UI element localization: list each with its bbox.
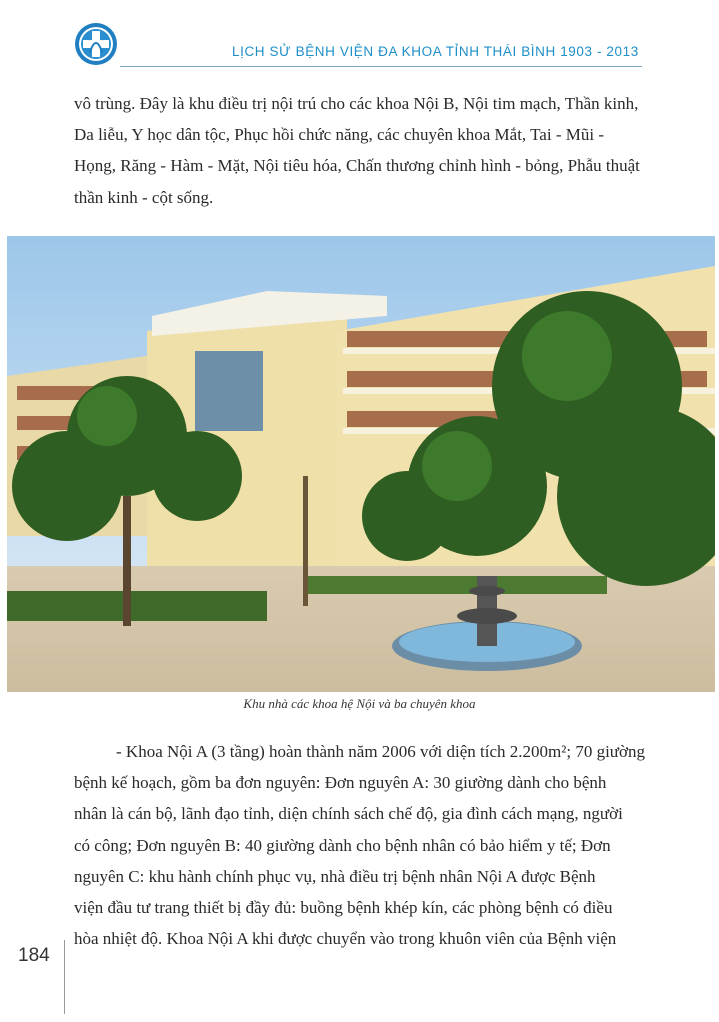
photo-caption: Khu nhà các khoa hệ Nội và ba chuyên khoa [243,696,476,711]
footer-divider [64,940,65,1014]
paragraph-bottom [74,736,646,954]
text-line: viện đầu tư trang thiết bị đầy đủ: buồng bệnh khép kín, các phòng bệnh có điều [74,898,613,918]
text-line: - Khoa Nội A (3 tầng) hoàn thành năm 2006 với diện tích 2.200m²; 70 giường [116,742,646,761]
page-number: 184 [18,945,50,966]
text-line: Da liễu, Y học dân tộc, Phục hồi chức năng, các chuyên khoa Mắt, Tai - Mũi - [74,125,604,145]
text-line: có công; Đơn nguyên B: 40 giường dành cho bệnh nhân có bảo hiểm y tế; Đơn [74,835,611,855]
paragraph-top [74,88,638,213]
running-header-title: LỊCH SỬ BỆNH VIỆN ĐA KHOA TỈNH THÁI BÌNH 1903 - 2013 [232,44,639,59]
text-line: bệnh kế hoạch, gồm ba đơn nguyên: Đơn nguyên A: 30 giường dành cho bệnh [74,773,607,793]
text-line: thần kinh - cột sống. [74,187,214,207]
hospital-logo-icon [74,22,118,66]
text-line: hòa nhiệt độ. Khoa Nội A khi được chuyển vào trong khuôn viên của Bệnh viện [74,929,617,949]
text-line: Họng, Răng - Hàm - Mặt, Nội tiêu hóa, Chấn thương chỉnh hình - bỏng, Phẫu thuật [74,156,640,176]
text-line: vô trùng. Đây là khu điều trị nội trú cho các khoa Nội B, Nội tim mạch, Thần kinh, [74,94,639,113]
header-divider [120,66,642,67]
hospital-building-photo [7,236,715,692]
text-line: nhân là cán bộ, lãnh đạo tỉnh, diện chính sách chế độ, gia đình cách mạng, người [74,804,623,824]
text-line: nguyên C: khu hành chính phục vụ, nhà điều trị bệnh nhân Nội A được Bệnh [74,866,596,886]
